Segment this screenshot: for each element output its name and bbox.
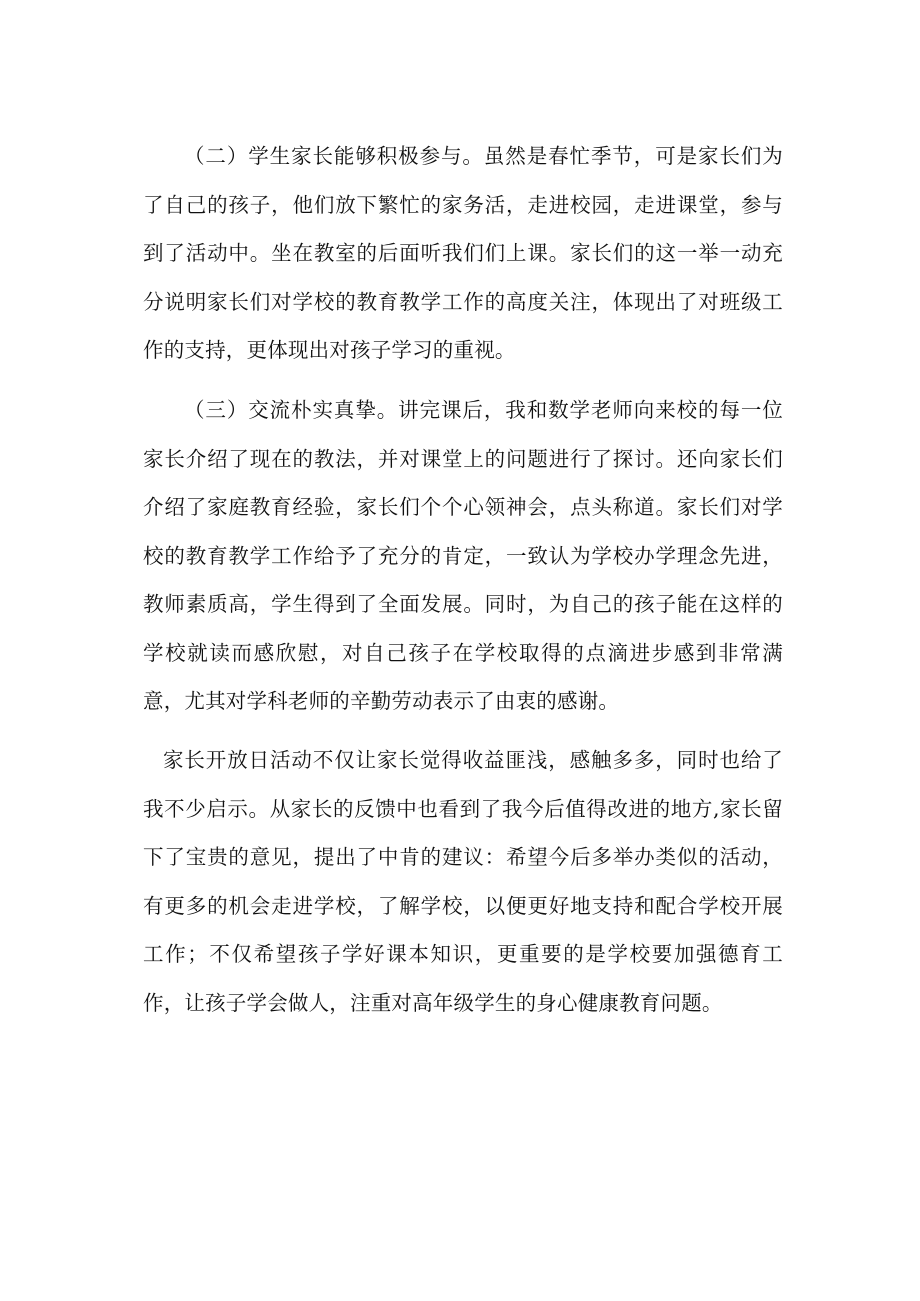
paragraph-sincere-exchange: （三）交流朴实真挚。讲完课后，我和数学老师向来校的每一位家长介绍了现在的教法，并对课堂上的问题进行了探讨。还向家长们介绍了家庭教育经验，家长们个个心领神会，点头称道。家长们对学校的教育教学工作给予了充分的肯定，一致认为学校办学理念先进，教师素质高，学生得到了全面发展。同时，为自己的孩子能在这样的学校就读而感欣慰，对自己孩子在学校取得的点滴进步感到非常满意，尤其对学科老师的辛勤劳动表示了由衷的感谢。 [143,398,783,713]
paragraph-parent-participation: （二）学生家长能够积极参与。虽然是春忙季节，可是家长们为了自己的孩子，他们放下繁忙的家务活，走进校园，走进课堂，参与到了活动中。坐在教室的后面听我们们上课。家长们的这一举一动充分说明家长们对学校的教育教学工作的高度关注，体现出了对班级工作的支持，更体现出对孩子学习的重视。 [143,144,783,362]
paragraph-open-day-reflection: 家长开放日活动不仅让家长觉得收益匪浅，感触多多，同时也给了我不少启示。从家长的反馈中也看到了我今后值得改进的地方,家长留下了宝贵的意见，提出了中肯的建议：希望今后多举办类似的活动，有更多的机会走进学校，了解学校，以便更好地支持和配合学校开展工作；不仅希望孩子学好课本知识，更重要的是学校要加强德育工作，让孩子学会做人，注重对高年级学生的身心健康教育问题。 [143,748,783,1015]
